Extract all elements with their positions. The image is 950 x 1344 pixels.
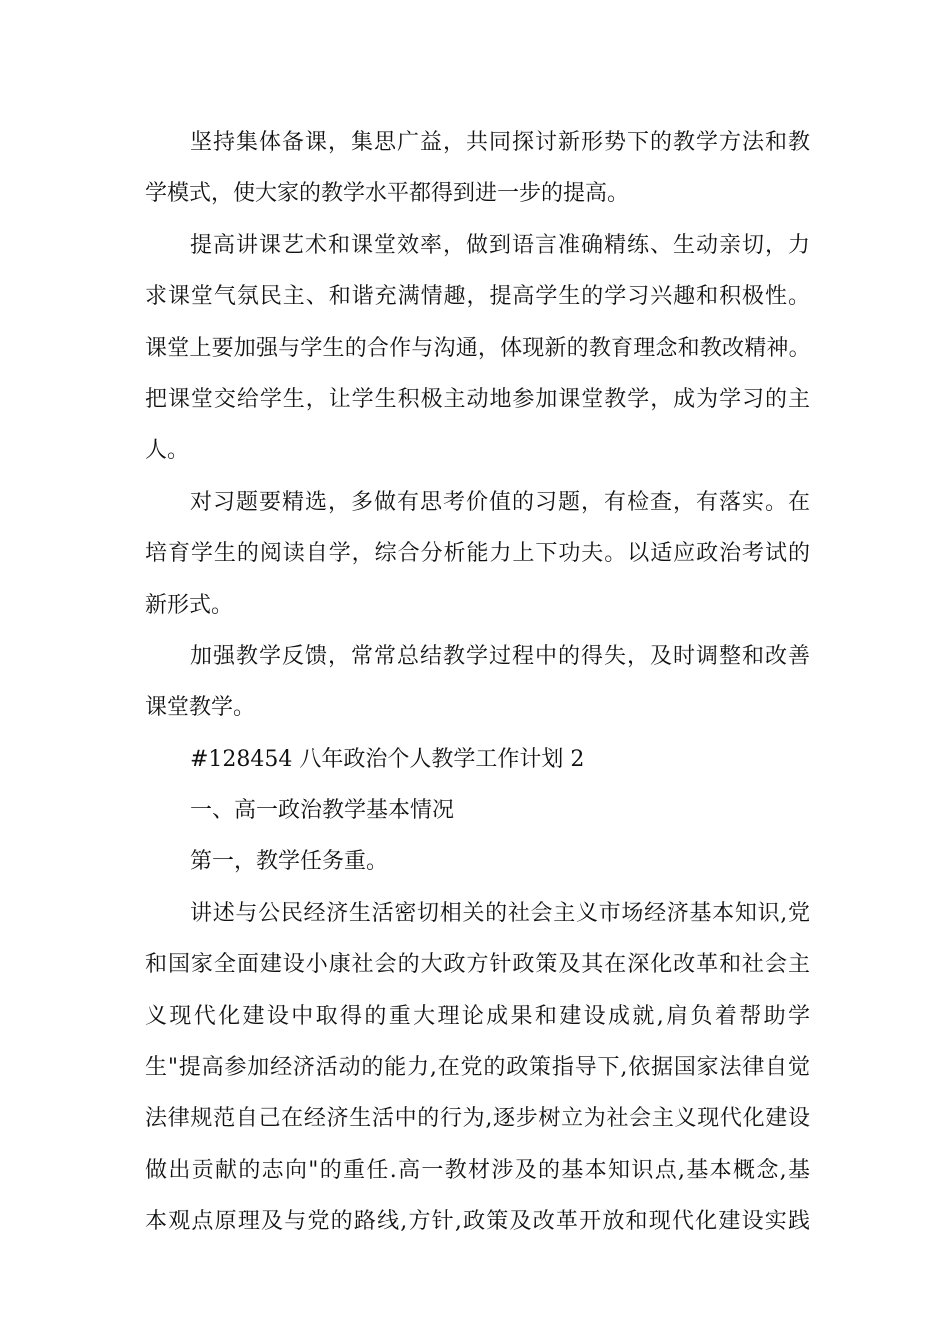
paragraph-3-line-3: 新形式。 xyxy=(145,592,234,618)
paragraph-1-line-2: 学模式，使大家的教学水平都得到进一步的提高。 xyxy=(145,181,630,207)
paragraph-8-line-7: 本观点原理及与党的路线,方针,政策及改革开放和现代化建设实践 xyxy=(145,1209,810,1235)
document-body xyxy=(145,130,810,1261)
paragraph-3-line-2: 培育学生的阅读自学，综合分析能力上下功夫。以适应政治考试的 xyxy=(145,541,810,567)
paragraph-2-line-2: 求课堂气氛民主、和谐充满情趣，提高学生的学习兴趣和积极性。 xyxy=(145,284,810,310)
paragraph-8-line-2: 和国家全面建设小康社会的大政方针政策及其在深化改革和社会主 xyxy=(145,952,810,978)
paragraph-8-line-4: 生"提高参加经济活动的能力,在党的政策指导下,依据国家法律自觉 xyxy=(145,1055,810,1081)
paragraph-1-line-1: 坚持集体备课，集思广益，共同探讨新形势下的教学方法和教 xyxy=(190,130,810,155)
section-heading: 一、高一政治教学基本情况 xyxy=(190,798,455,824)
paragraph-4-line-2: 课堂教学。 xyxy=(145,695,256,721)
paragraph-8-line-3: 义现代化建设中取得的重大理论成果和建设成就,肩负着帮助学 xyxy=(145,1003,810,1029)
section-title: #128454 八年政治个人教学工作计划 2 xyxy=(190,746,585,772)
paragraph-8-line-1: 讲述与公民经济生活密切相关的社会主义市场经济基本知识,党 xyxy=(190,900,810,926)
paragraph-4-line-1: 加强教学反馈，常常总结教学过程中的得失，及时调整和改善 xyxy=(190,643,810,669)
paragraph-2-line-3: 课堂上要加强与学生的合作与沟通，体现新的教育理念和教改精神。 xyxy=(145,335,810,361)
paragraph-3-line-1: 对习题要精选，多做有思考价值的习题，有检查，有落实。在 xyxy=(190,489,810,515)
paragraph-2-line-4: 把课堂交给学生，让学生积极主动地参加课堂教学，成为学习的主 xyxy=(145,386,810,412)
paragraph-2-line-5: 人。 xyxy=(145,438,190,464)
paragraph-2-line-1: 提高讲课艺术和课堂效率，做到语言准确精练、生动亲切，力 xyxy=(190,232,810,258)
paragraph-8-line-6: 做出贡献的志向"的重任.高一教材涉及的基本知识点,基本概念,基 xyxy=(145,1157,810,1183)
paragraph-8-line-5: 法律规范自己在经济生活中的行为,逐步树立为社会主义现代化建设 xyxy=(145,1106,810,1132)
subsection-heading: 第一，教学任务重。 xyxy=(190,849,389,875)
